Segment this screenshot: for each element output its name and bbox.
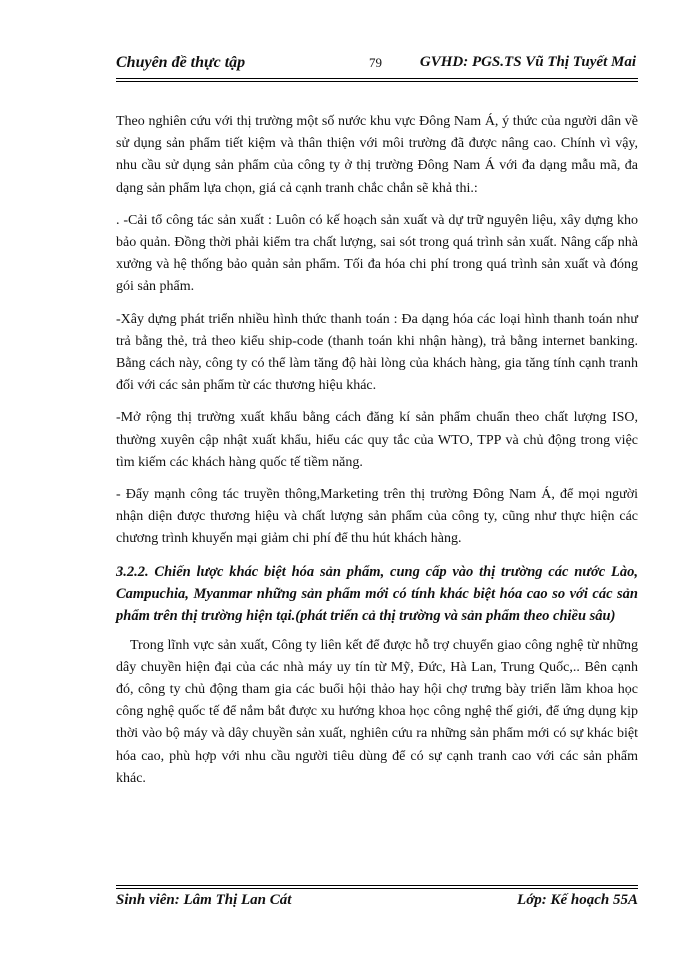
section-heading: 3.2.2. Chiến lược khác biệt hóa sản phẩm, cung cấp vào thị trường các nước Lào, Campuchia, Myanmar những sản phẩm mới có tính khác biệt hóa cao so với các sản phẩm trên thị trường hiện tại.(phát triển cả thị trường và sản phẩm theo chiều sâu)	[116, 563, 638, 624]
footer-divider-second	[116, 888, 638, 889]
page-header	[116, 54, 636, 76]
header-divider-second	[116, 81, 638, 82]
document-body	[116, 111, 638, 800]
header-supervisor: GVHD: PGS.TS Vũ Thị Tuyết Mai	[419, 54, 636, 70]
header-divider	[116, 78, 638, 79]
footer-divider	[116, 885, 638, 886]
paragraph-marketing: - Đẩy mạnh công tác truyền thông,Marketing trên thị trường Đông Nam Á, để mọi người nhận diện được thương hiệu và chất lượng sản phẩm của công ty, cũng như thực hiện các chương trình khuyến mại giảm chi phí để thu hút khách hàng.	[116, 487, 638, 547]
footer-student: Sinh viên: Lâm Thị Lan Cát	[116, 892, 292, 908]
paragraph-payment-methods: -Xây dựng phát triển nhiều hình thức thanh toán : Đa dạng hóa các loại hình thanh toán như trả bằng thẻ, trả theo kiểu ship-code (thanh toán khi nhận hàng), trả bằng internet banking. Bằng cách này, công ty có thể làm tăng độ hài lòng của khách hàng, gia tăng tính cạnh tranh đối với các sản phẩm từ các thương hiệu khác.	[116, 311, 638, 394]
page-number: 79	[369, 55, 382, 70]
paragraph-production-reform: . -Cải tổ công tác sản xuất : Luôn có kế hoạch sản xuất và dự trữ nguyên liệu, xây dựng kho bảo quản. Đồng thời phải kiểm tra chất lượng, sai sót trong quá trình sản xuất. Nâng cấp nhà xưởng và hệ thống bảo quản sản phẩm. Tối đa hóa chi phí trong quá trình sản xuất và đóng gói sản phẩm.	[116, 212, 638, 295]
paragraph-intro: Theo nghiên cứu với thị trường một số nước khu vực Đông Nam Á, ý thức của người dân về sử dụng sản phẩm tiết kiệm và thân thiện với môi trường đã được nâng cao. Chính vì vậy, nhu cầu sử dụng sản phẩm của công ty ở thị trường Đông Nam Á với đa dạng mẫu mã, đa dạng sản phẩm lựa chọn, giá cả cạnh tranh chắc chắn sẽ khả thi.:	[116, 114, 638, 196]
paragraph-export-expansion: -Mở rộng thị trường xuất khẩu bằng cách đăng kí sản phẩm chuẩn theo chất lượng ISO, thường xuyên cập nhật xuất khẩu, hiểu các quy tắc của WTO, TPP và chủ động trong việc tìm kiếm các khách hàng quốc tế tiềm năng.	[116, 410, 638, 470]
header-title: Chuyên đề thực tập	[116, 54, 246, 71]
page-footer	[116, 892, 638, 914]
paragraph-technology: Trong lĩnh vực sản xuất, Công ty liên kết để được hỗ trợ chuyển giao công nghệ từ những dây chuyền hiện đại của các nhà máy uy tín từ Mỹ, Đức, Hà Lan, Trung Quốc,.. Bên cạnh đó, công ty chủ động tham gia các buổi hội thảo hay hội chợ trưng bày triển lãm khoa học công nghệ quốc tế để nắm bắt được xu hướng khoa học công nghệ thế giới, để ứng dụng kịp thời vào bộ máy và dây chuyền sản xuất, nghiên cứu ra những sản phẩm mới có sự khác biệt hóa cao, phù hợp với nhu cầu người tiêu dùng để có sự cạnh tranh cao với các sản phẩm khác.	[116, 637, 638, 786]
footer-class: Lớp: Kế hoạch 55A	[517, 892, 638, 908]
